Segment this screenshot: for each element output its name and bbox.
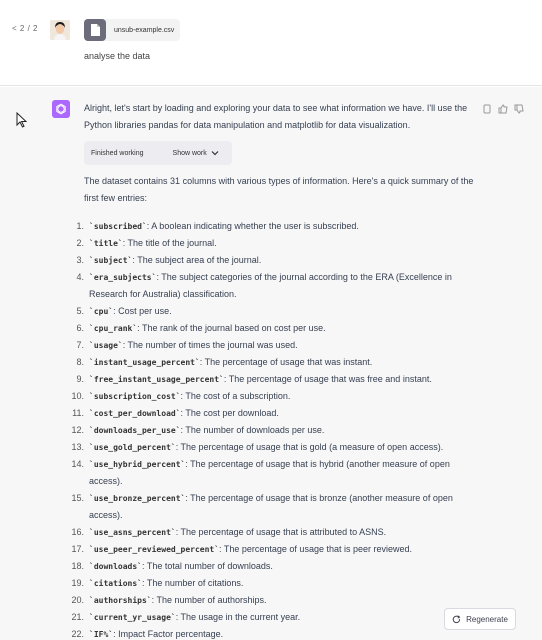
column-name-code: `subscribed` xyxy=(89,222,147,231)
column-name-code: `use_gold_percent` xyxy=(89,443,176,452)
user-message-block xyxy=(0,0,542,86)
column-name-code: `authorships` xyxy=(89,596,152,605)
list-item-number: 21. xyxy=(71,612,84,622)
list-item xyxy=(64,303,484,320)
list-item-text xyxy=(89,371,484,388)
list-item-text xyxy=(89,541,484,558)
column-description: : A boolean indicating whether the user is subscribed. xyxy=(146,221,359,231)
list-item xyxy=(64,320,484,337)
list-item-text xyxy=(89,235,484,252)
column-list xyxy=(64,218,484,640)
user-avatar xyxy=(50,20,70,40)
column-name-code: `usage` xyxy=(89,341,123,350)
list-item-text xyxy=(89,456,484,490)
list-item xyxy=(64,575,484,592)
assistant-avatar-icon xyxy=(52,100,70,118)
column-name-code: `cost_per_download` xyxy=(89,409,181,418)
list-item-text xyxy=(89,609,484,626)
column-name-code: `use_bronze_percent` xyxy=(89,494,186,503)
list-item-number: 11. xyxy=(72,408,84,418)
column-description: : The total number of downloads. xyxy=(141,561,273,571)
list-item-number: 9. xyxy=(76,374,84,384)
column-description: : Cost per use. xyxy=(113,306,172,316)
list-item-text xyxy=(89,388,484,405)
code-interpreter-status[interactable] xyxy=(84,141,232,165)
column-description: : The number of citations. xyxy=(141,578,244,588)
list-item xyxy=(64,490,484,524)
list-item-text xyxy=(89,626,484,640)
chevron-down-icon xyxy=(211,150,219,156)
column-name-code: `cpu_rank` xyxy=(89,324,138,333)
column-description: : The number of authorships. xyxy=(151,595,267,605)
column-name-code: `citations` xyxy=(89,579,142,588)
list-item-text xyxy=(89,354,484,371)
list-item-number: 13. xyxy=(71,442,84,452)
list-item-number: 16. xyxy=(71,527,84,537)
list-item xyxy=(64,354,484,371)
list-item-text xyxy=(89,592,484,609)
list-item xyxy=(64,541,484,558)
list-item-text xyxy=(89,218,484,235)
column-description: : Impact Factor percentage. xyxy=(113,629,224,639)
column-name-code: `instant_usage_percent` xyxy=(89,358,200,367)
list-item-text xyxy=(89,303,484,320)
column-description: : The percentage of usage that is bronze (another measure of open access). xyxy=(89,493,453,520)
list-item-number: 15. xyxy=(71,493,84,503)
list-item xyxy=(64,592,484,609)
list-item xyxy=(64,422,484,439)
show-work-toggle[interactable] xyxy=(173,150,219,157)
list-item xyxy=(64,252,484,269)
list-item-number: 4. xyxy=(76,272,84,282)
show-work-label: Show work xyxy=(172,149,207,157)
assistant-intro-text: Alright, let's start by loading and exploring your data to see what information we have. I'll use the Python libraries pandas for data manipulation and matplotlib for data visualization. xyxy=(84,103,468,130)
column-name-code: `use_hybrid_percent` xyxy=(89,460,186,469)
column-description: : The cost per download. xyxy=(180,408,279,418)
column-name-code: `current_yr_usage` xyxy=(89,613,176,622)
column-name-code: `subscription_cost` xyxy=(89,392,181,401)
column-description: : The percentage of usage that was instant. xyxy=(199,357,373,367)
column-description: : The percentage of usage that is peer reviewed. xyxy=(219,544,413,554)
list-item xyxy=(64,439,484,456)
column-description: : The subject categories of the journal according to the ERA (Excellence in Research for Australia) classification. xyxy=(89,272,452,299)
file-name: unsub-example.csv xyxy=(114,26,175,34)
column-name-code: `era_subjects` xyxy=(89,273,157,282)
list-item-number: 20. xyxy=(71,595,84,605)
column-name-code: `IF%` xyxy=(89,630,114,639)
list-item-number: 3. xyxy=(76,255,84,265)
list-item xyxy=(64,337,484,354)
file-icon xyxy=(84,19,106,41)
list-item-number: 6. xyxy=(76,323,84,333)
column-description: : The cost of a subscription. xyxy=(180,391,291,401)
message-actions xyxy=(482,101,524,119)
list-item-text xyxy=(89,337,484,354)
list-item-number: 7. xyxy=(76,340,84,350)
mouse-cursor-icon xyxy=(16,112,28,133)
column-description: : The usage in the current year. xyxy=(175,612,301,622)
column-name-code: `downloads_per_use` xyxy=(89,426,181,435)
assistant-message-block xyxy=(0,87,542,640)
user-message-text: analyse the data xyxy=(84,51,151,61)
column-name-code: `free_instant_usage_percent` xyxy=(89,375,224,384)
list-item-number: 12. xyxy=(71,425,84,435)
list-item-number: 19. xyxy=(71,578,84,588)
column-description: : The percentage of usage that is hybrid (another measure of open access). xyxy=(89,459,450,486)
regenerate-button[interactable] xyxy=(444,608,516,630)
list-item xyxy=(64,609,484,626)
column-name-code: `downloads` xyxy=(89,562,142,571)
list-item-text xyxy=(89,490,484,524)
dataset-summary-text: The dataset contains 31 columns with various types of information. Here's a quick summary of the first few entries: xyxy=(84,176,474,203)
column-name-code: `use_peer_reviewed_percent` xyxy=(89,545,220,554)
list-item-number: 2. xyxy=(76,238,84,248)
list-item-number: 1. xyxy=(76,221,84,231)
list-item-text xyxy=(89,558,484,575)
list-item xyxy=(64,388,484,405)
list-item-text xyxy=(89,524,484,541)
column-name-code: `subject` xyxy=(89,256,133,265)
column-description: : The number of downloads per use. xyxy=(180,425,325,435)
list-item xyxy=(64,558,484,575)
list-item xyxy=(64,371,484,388)
list-item-number: 10. xyxy=(71,391,84,401)
file-attachment[interactable] xyxy=(84,19,180,41)
list-item-number: 8. xyxy=(76,357,84,367)
list-item-text xyxy=(89,269,484,303)
list-item xyxy=(64,456,484,490)
column-description: : The subject area of the journal. xyxy=(132,255,262,265)
list-item-text xyxy=(89,422,484,439)
list-item-number: 18. xyxy=(71,561,84,571)
message-pager[interactable]: < 2 / 2 xyxy=(12,24,38,33)
list-item xyxy=(64,524,484,541)
column-description: : The number of times the journal was used. xyxy=(122,340,298,350)
column-description: : The percentage of usage that is attributed to ASNS. xyxy=(175,527,387,537)
list-item-text xyxy=(89,320,484,337)
tool-status-text: Finished working xyxy=(91,149,144,157)
column-name-code: `cpu` xyxy=(89,307,114,316)
list-item-number: 17. xyxy=(71,544,84,554)
list-item xyxy=(64,269,484,303)
column-description: : The percentage of usage that is gold (a measure of open access). xyxy=(175,442,444,452)
list-item-text xyxy=(89,439,484,456)
column-description: : The rank of the journal based on cost per use. xyxy=(137,323,326,333)
list-item-text xyxy=(89,575,484,592)
list-item xyxy=(64,218,484,235)
thumbs-down-icon[interactable] xyxy=(514,101,524,119)
thumbs-up-icon[interactable] xyxy=(498,101,508,119)
list-item xyxy=(64,626,484,640)
column-description: : The percentage of usage that was free and instant. xyxy=(223,374,432,384)
list-item-text xyxy=(89,252,484,269)
refresh-icon xyxy=(452,615,461,624)
column-description: : The title of the journal. xyxy=(122,238,217,248)
list-item-number: 5. xyxy=(76,306,84,316)
list-item-number: 14. xyxy=(71,459,84,469)
list-item-number: 22. xyxy=(71,629,84,639)
list-item-text xyxy=(89,405,484,422)
list-item xyxy=(64,235,484,252)
regenerate-label: Regenerate xyxy=(466,614,508,624)
column-name-code: `title` xyxy=(89,239,123,248)
column-name-code: `use_asns_percent` xyxy=(89,528,176,537)
list-item xyxy=(64,405,484,422)
